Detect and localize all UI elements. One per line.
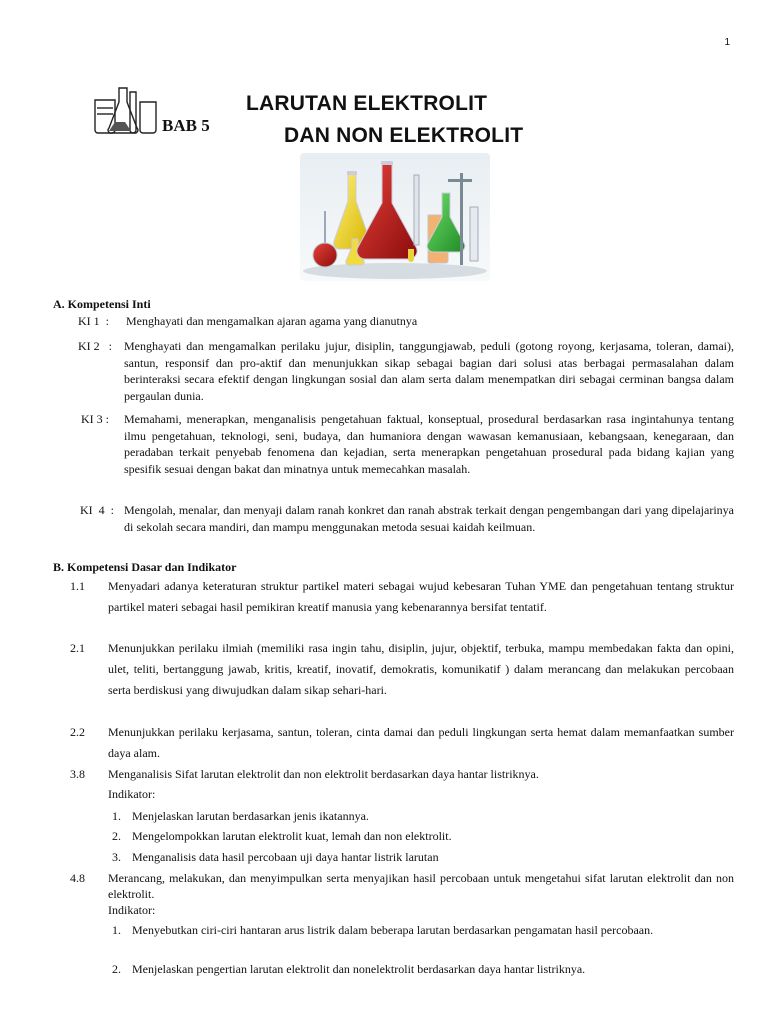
ki-1-label: KI 1 : (78, 314, 109, 328)
lab-flasks-photo (300, 153, 490, 281)
kd-4-8-number: 4.8 (70, 871, 85, 885)
chapter-label: BAB 5 (162, 116, 210, 135)
ki-4-label: KI 4 : (80, 503, 114, 517)
kd-4-8-text: Merancang, melakukan, dan menyimpulkan serta menyajikan hasil percobaan untuk mengetahui sifat larutan elektrolit dan non elektrolit. (108, 871, 734, 901)
ki-2-label: KI 2 : (78, 339, 112, 353)
kd-3-8-text: Menganalisis Sifat larutan elektrolit dan non elektrolit berdasarkan daya hantar listriknya. (108, 767, 539, 781)
kd-2-1-text: Menunjukkan perilaku ilmiah (memiliki rasa ingin tahu, disiplin, jujur, objektif, terbuka, mampu membedakan fakta dan opini, ulet, teliti, bertanggung jawab, kritis, kreatif, inovatif, demokratis, komunikatif ) dalam merancang dan melakukan percobaan serta berdiskusi yang diwujudkan dalam sikap sehari-hari. (108, 641, 734, 697)
ki-3-label: KI 3 : (81, 412, 109, 426)
section-a-heading: A. Kompetensi Inti (53, 297, 151, 311)
list-number: 1. (112, 809, 121, 823)
ki-3-text: Memahami, menerapkan, menganalisis pengetahuan faktual, konseptual, prosedural berdasarkan rasa ingintahunya tentang ilmu pengetahuan, teknologi, seni, budaya, dan humaniora dengan wawasan kemanusiaan, kebangsaan, kenegaraan, dan peradaban terkait penyebab fenomena dan kejadian, serta menerapkan pengetahuan prosedural pada bidang kajian yang spesifik sesuai dengan bakat dan minatnya untuk memecahkan masalah. (124, 412, 734, 476)
kd-2-2-text: Menunjukkan perilaku kerjasama, santun, toleran, cinta damai dan peduli lingkungan serta hemat dalam memanfaatkan sumber daya alam. (108, 725, 734, 760)
kd-3-8-indikator-label: Indikator: (108, 787, 156, 801)
kd-2-1-number: 2.1 (70, 641, 85, 655)
ki-3 (81, 411, 734, 477)
list-number: 1. (112, 923, 121, 937)
section-b-heading: B. Kompetensi Dasar dan Indikator (53, 560, 237, 574)
list-text: Mengelompokkan larutan elektrolit kuat, lemah dan non elektrolit. (132, 829, 452, 843)
ki-1-text: Menghayati dan mengamalkan ajaran agama yang dianutnya (126, 314, 418, 328)
ki-4-text: Mengolah, menalar, dan menyaji dalam ranah konkret dan ranah abstrak terkait dengan pengembangan dari yang dipelajarinya di sekolah secara mandiri, dan mampu menggunakan metoda sesuai kaidah keilmuan. (124, 503, 734, 534)
lab-glassware-icon (92, 86, 162, 136)
list-number: 3. (112, 850, 121, 864)
ki-4 (80, 502, 734, 535)
kd-4-8-indikator-label: Indikator: (108, 903, 156, 917)
page-number: 1 (724, 37, 730, 48)
list-number: 2. (112, 962, 121, 976)
kd-2-2-number: 2.2 (70, 725, 85, 739)
list-text: Menganalisis data hasil percobaan uji daya hantar listrik larutan (132, 850, 439, 864)
chapter-title-line1: LARUTAN ELEKTROLIT (246, 92, 488, 115)
list-text: Menjelaskan pengertian larutan elektrolit dan nonelektrolit berdasarkan daya hantar listriknya. (132, 962, 586, 976)
chapter-title-line2: DAN NON ELEKTROLIT (284, 124, 524, 147)
ki-2-text: Menghayati dan mengamalkan perilaku jujur, disiplin, tanggungjawab, peduli (gotong royong, kerjasama, toleran, damai), santun, responsif dan pro-aktif dan menunjukkan sikap sebagai bagian dari solusi atas berbagai permasalahan dalam berinteraksi secara efektif dengan lingkungan sosial dan alam serta dalam menempatkan diri sebagai cerminan bangsa dalam pergaulan dunia. (124, 339, 734, 403)
kd-1-1-number: 1.1 (70, 579, 85, 593)
ki-1 (78, 313, 734, 330)
list-text: Menyebutkan ciri-ciri hantaran arus listrik dalam beberapa larutan berdasarkan pengamatan hasil percobaan. (132, 923, 654, 937)
ki-2 (78, 338, 734, 404)
list-number: 2. (112, 829, 121, 843)
list-text: Menjelaskan larutan berdasarkan jenis ikatannya. (132, 809, 369, 823)
kd-1-1-text: Menyadari adanya keteraturan struktur partikel materi sebagai wujud kebesaran Tuhan YME dan pengetahuan tentang struktur partikel materi sebagai hasil pemikiran kreatif manusia yang kebenarannya bersifat tentatif. (108, 579, 734, 614)
kd-3-8-number: 3.8 (70, 767, 85, 781)
